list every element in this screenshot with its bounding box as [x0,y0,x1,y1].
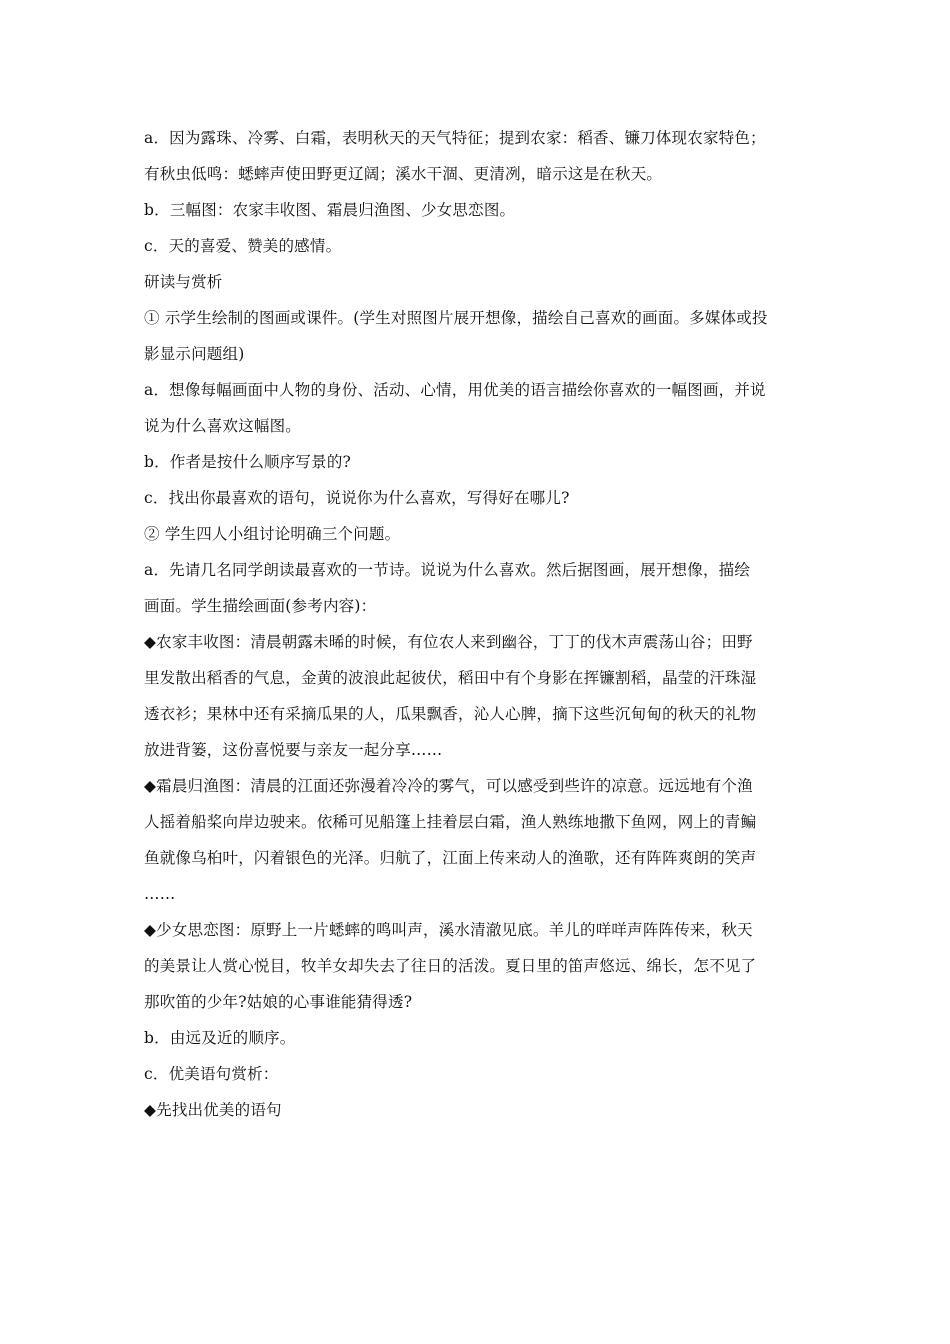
text-line: c．天的喜爱、赞美的感情。 [144,237,342,255]
text-line: c．优美语句赏析： [144,1065,279,1083]
document-body [144,120,808,1128]
text-line: b．作者是按什么顺序写景的? [144,453,352,471]
text-line: c．找出你最喜欢的语句，说说你为什么喜欢，写得好在哪儿? [144,489,570,507]
text-line: ◆少女思恋图：原野上一片蟋蟀的鸣叫声，溪水清澈见底。羊儿的咩咩声阵阵传来，秋天 [144,921,753,939]
text-line: ◆霜晨归渔图：清晨的江面还弥漫着冷冷的雾气，可以感受到些许的凉意。远远地有个渔 [144,777,753,795]
text-line: 人摇着船桨向岸边驶来。依稀可见船篷上挂着层白霜，渔人熟练地撒下鱼网，网上的青鳊 [144,813,757,831]
text-line: a．因为露珠、冷雾、白霜，表明秋天的天气特征；提到农家：稻香、镰刀体现农家特色； [144,129,766,147]
text-line: ① 示学生绘制的图画或课件。(学生对照图片展开想像，描绘自己喜欢的画面。多媒体或投 [144,309,768,327]
text-line: b．由远及近的顺序。 [144,1029,296,1047]
section-heading: 研读与赏析 [144,273,223,291]
text-line: a．想像每幅画面中人物的身份、活动、心情，用优美的语言描绘你喜欢的一幅图画，并说 [144,381,766,399]
text-line: 里发散出稻香的气息，金黄的波浪此起彼伏，稻田中有个身影在挥镰割稻，晶莹的汗珠湿 [144,669,757,687]
text-line: …… [144,885,176,903]
text-line: 鱼就像乌桕叶，闪着银色的光泽。归航了，江面上传来动人的渔歌，还有阵阵爽朗的笑声 [144,849,757,867]
text-line: ② 学生四人小组讨论明确三个问题。 [144,525,401,543]
text-line: 有秋虫低鸣：蟋蟀声使田野更辽阔；溪水干涸、更清冽，暗示这是在秋天。 [144,165,663,183]
text-line: a．先请几名同学朗读最喜欢的一节诗。说说为什么喜欢。然后据图画，展开想像，描绘 [144,561,751,579]
text-line: ◆先找出优美的语句 [144,1101,282,1119]
text-line: 放进背篓，这份喜悦要与亲友一起分享…… [144,741,443,759]
text-line: 影显示问题组) [144,345,245,363]
text-line: ◆农家丰收图：清晨朝露未晞的时候，有位农人来到幽谷，丁丁的伐木声震荡山谷；田野 [144,633,753,651]
text-line: 画面。学生描绘画面(参考内容)： [144,597,377,615]
text-line: 那吹笛的少年?姑娘的心事谁能猜得透? [144,993,413,1011]
text-line: 说为什么喜欢这幅图。 [144,417,302,435]
text-line: 的美景让人赏心悦目，牧羊女却失去了往日的活泼。夏日里的笛声悠远、绵长，怎不见了 [144,957,757,975]
text-line: 透衣衫；果林中还有采摘瓜果的人，瓜果飘香，沁人心脾，摘下这些沉甸甸的秋天的礼物 [144,705,757,723]
text-line: b．三幅图：农家丰收图、霜晨归渔图、少女思恋图。 [144,201,516,219]
